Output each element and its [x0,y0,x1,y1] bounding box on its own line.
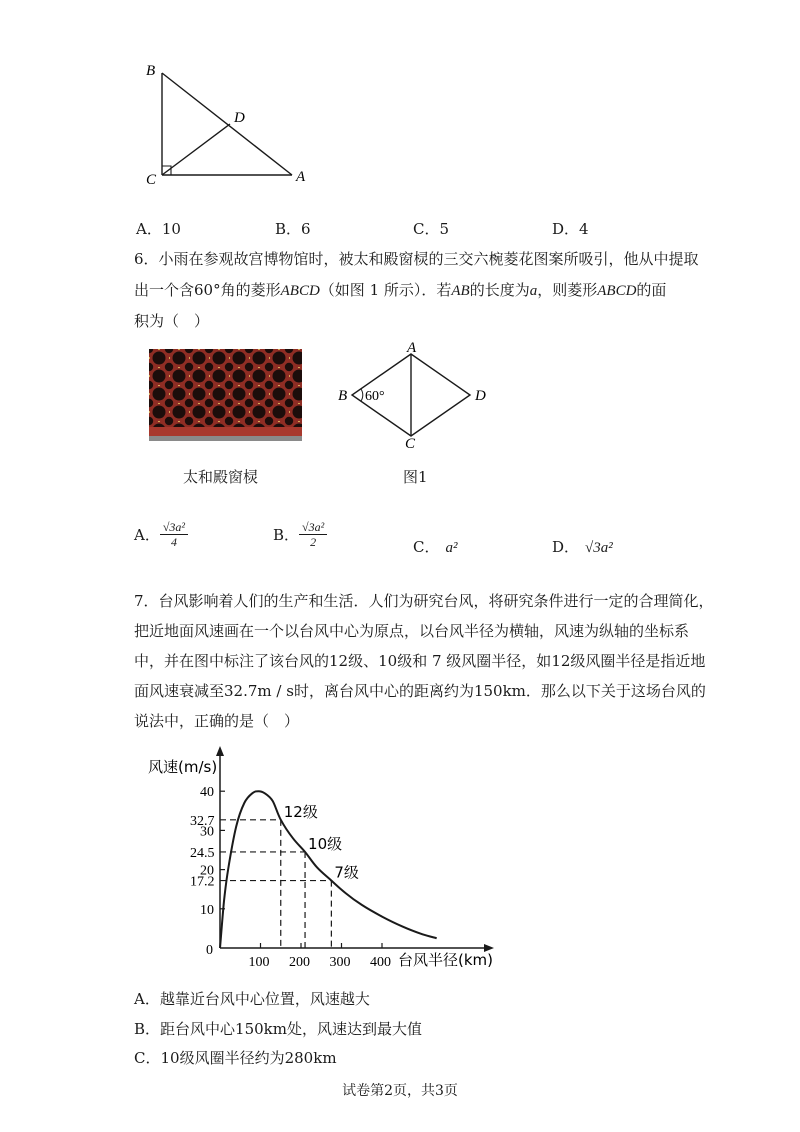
figure-caption: 图1 [403,468,428,486]
photo-caption: 太和殿窗棂 [183,468,259,486]
q6-option-b[interactable]: B． $\frac{\text{√3a²}}{2}$ [273,520,327,549]
angle-arc [361,389,363,401]
q7-option-a[interactable]: A．越靠近台风中心位置，风速越大 [134,990,370,1008]
q6-line-1: 6．小雨在参观故宫博物馆时，被太和殿窗棂的三交六椀菱花图案所吸引，他从中提取 [134,250,699,268]
q5-option-c[interactable]: C．5 [413,220,450,238]
label-a: A [296,169,306,185]
marked-value-label: 24.5 [190,845,215,861]
origin-label: 0 [206,943,213,958]
rhombus-label-d: D [475,388,486,404]
q7-option-c[interactable]: C．10级风圈半径约为280km [134,1049,337,1067]
q5-option-b[interactable]: B．6 [275,220,311,238]
y-axis-label: 风速(m/s) [148,758,218,776]
label-c: C [146,172,157,188]
level-label: 12级 [283,802,318,821]
x-tick-label: 200 [289,955,310,970]
level-label: 7级 [334,863,359,882]
q6-option-c[interactable]: C． a² [413,538,458,556]
q6-line-2: 出一个含60°角的菱形ABCD（如图 1 所示）．若AB的长度为a，则菱形ABCD的面 [134,281,667,299]
q6-option-d[interactable]: D． √3a² [552,538,613,556]
q5-option-a[interactable]: A．10 [136,220,181,238]
label-d: D [234,110,245,126]
level-label: 10级 [308,834,343,853]
x-tick-label: 300 [329,955,351,970]
rhombus-label-a: A [407,340,417,356]
window-lattice-photo [149,349,302,441]
q7-line-5: 说法中，正确的是（ ） [134,712,300,730]
q7-option-b[interactable]: B．距台风中心150km处，风速达到最大值 [134,1020,422,1038]
segment-cd [162,124,230,175]
y-tick-label: 20 [200,863,214,879]
wind-speed-chart [140,740,520,972]
marked-value-label: 17.2 [190,874,215,890]
q7-line-4: 面风速衰减至32.7m / s时，离台风中心的距离约为150km．那么以下关于这场台风的 [134,682,706,700]
x-tick-label: 100 [248,955,270,970]
page-footer: 试卷第2页，共3页 [342,1083,458,1099]
y-tick-label: 40 [200,785,214,801]
q6-option-a[interactable]: A． $\frac{\text{√3a²}}{4}$ [134,520,188,549]
q7-line-2: 把近地面风速画在一个以台风中心为原点，以台风半径为横轴，风速为纵轴的坐标系 [134,622,690,640]
angle-label: 60° [365,389,385,404]
q7-line-1: 7．台风影响着人们的生产和生活．人们为研究台风，将研究条件进行一定的合理简化， [134,592,714,610]
y-axis-arrow [216,746,224,756]
q6-line-3: 积为（ ） [134,312,210,330]
y-tick-label: 30 [200,824,214,840]
marked-value-label: 32.7 [190,813,215,829]
q5-option-d[interactable]: D．4 [552,220,589,238]
x-axis-label: 台风半径(km) [398,951,494,969]
label-b: B [146,63,156,79]
triangle-figure [140,56,320,191]
wind-speed-curve [220,791,437,948]
rhombus-label-c: C [405,436,416,450]
rhombus-label-b: B [338,388,348,404]
x-tick-label: 400 [370,955,391,970]
y-tick-label: 10 [200,902,214,918]
rhombus-figure [335,338,495,450]
q7-line-3: 中，并在图中标注了该台风的12级、10级和 7 级风圈半径，如12级风圈半径是指近地 [134,652,706,670]
